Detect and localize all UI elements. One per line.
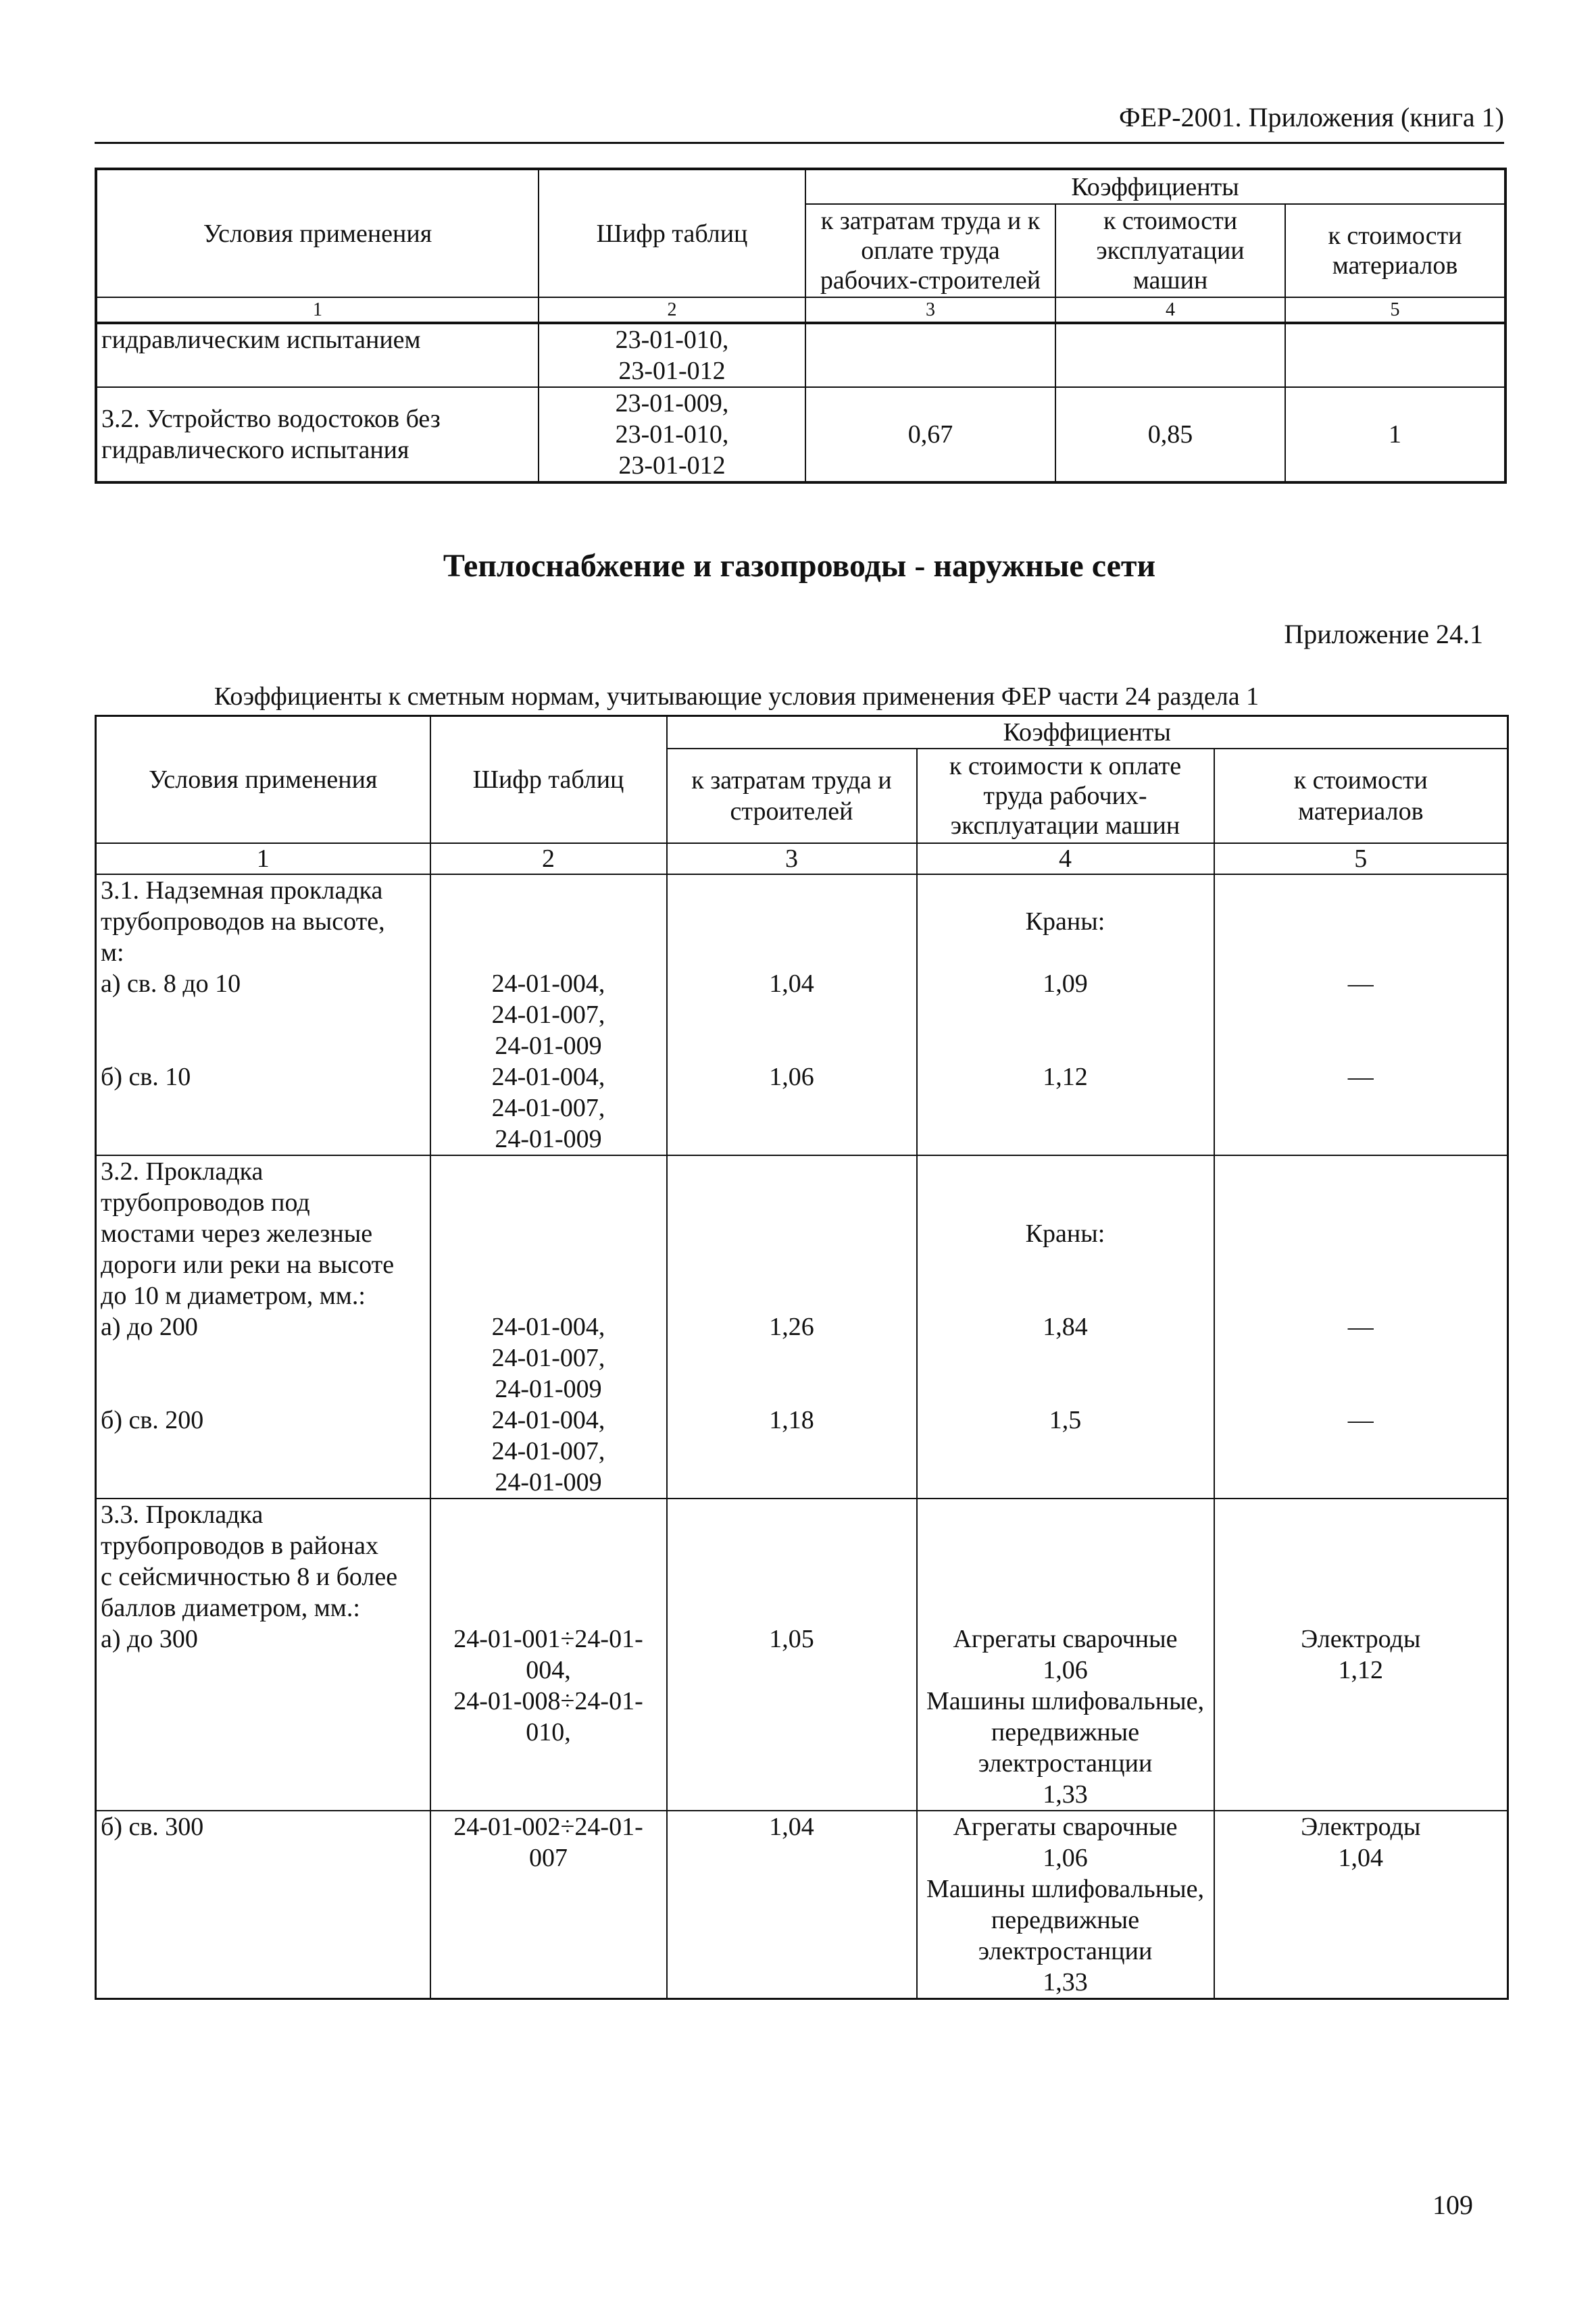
t2-labor-cell xyxy=(667,1811,917,1999)
t2-materials-cell xyxy=(1214,1499,1508,1811)
t2-machines xyxy=(922,1187,1210,1218)
t2-code xyxy=(435,1530,662,1561)
t2-labor-cell xyxy=(667,874,917,1155)
t1-code: 23-01-009, xyxy=(615,389,729,418)
t1-col-number: 2 xyxy=(539,297,805,323)
t2-condition: а) до 300 xyxy=(101,1625,198,1653)
t1-header-labor: к затратам труда и к оплате труда рабочих-строителей xyxy=(805,204,1055,297)
t2-labor xyxy=(672,1936,912,1967)
t1-header-materials: к стоимости материалов xyxy=(1285,204,1505,297)
t2-condition xyxy=(101,1967,426,1998)
t2-condition: баллов диаметром, мм.: xyxy=(101,1594,360,1622)
t2-machines xyxy=(922,1092,1210,1124)
t2-machines-cell xyxy=(917,874,1214,1155)
t2-machines xyxy=(922,875,1210,906)
t2-machines xyxy=(922,1249,1210,1280)
t1-code: 23-01-010, xyxy=(615,326,729,354)
t2-code xyxy=(435,1561,662,1592)
t2-labor xyxy=(672,1686,912,1717)
t2-code xyxy=(435,1873,662,1905)
table-row xyxy=(96,874,1508,1155)
t2-col-number: 5 xyxy=(1214,843,1508,874)
t2-materials xyxy=(1219,1156,1503,1187)
table-continued xyxy=(95,168,1507,484)
t2-materials xyxy=(1219,1592,1503,1624)
t2-labor xyxy=(672,1967,912,1998)
t2-condition: 3.3. Прокладка xyxy=(101,1501,264,1529)
t2-code xyxy=(435,1156,662,1187)
t2-machines: 1,33 xyxy=(1043,1780,1088,1809)
table-row xyxy=(96,323,1505,387)
t2-condition xyxy=(101,1436,426,1467)
t2-materials xyxy=(1219,1467,1503,1498)
t2-code-cell xyxy=(430,1499,667,1811)
t2-materials xyxy=(1219,1748,1503,1779)
t2-labor xyxy=(672,937,912,968)
t2-labor xyxy=(672,1249,912,1280)
t2-col-number: 1 xyxy=(96,843,430,874)
t2-labor xyxy=(672,1748,912,1779)
t2-materials xyxy=(1219,1436,1503,1467)
t2-code: 24-01-004, xyxy=(491,1313,605,1341)
t2-materials xyxy=(1219,1124,1503,1155)
t2-materials xyxy=(1219,875,1503,906)
t2-labor xyxy=(672,999,912,1030)
t2-machines xyxy=(922,999,1210,1030)
t2-code: 24-01-001÷24-01- xyxy=(453,1625,643,1653)
t2-labor xyxy=(672,1030,912,1061)
t2-machines: Краны: xyxy=(1025,907,1105,936)
t2-code xyxy=(435,1748,662,1779)
t2-code: 24-01-009 xyxy=(495,1375,602,1403)
t2-header-code: Шифр таблиц xyxy=(430,716,667,844)
t2-labor xyxy=(672,1905,912,1936)
t2-machines: 1,5 xyxy=(1049,1406,1082,1434)
t2-condition xyxy=(101,1374,426,1405)
t2-labor xyxy=(672,1436,912,1467)
t2-condition-cell xyxy=(96,1499,430,1811)
t2-materials xyxy=(1219,1905,1503,1936)
t2-header-materials: к стоимости материалов xyxy=(1214,749,1508,843)
t2-materials: — xyxy=(1347,970,1374,998)
t2-labor xyxy=(672,906,912,937)
t2-materials xyxy=(1219,1779,1503,1810)
t2-machines: 1,12 xyxy=(1043,1063,1088,1091)
t2-code xyxy=(435,1936,662,1967)
t2-machines xyxy=(922,1561,1210,1592)
t2-machines: передвижные xyxy=(991,1906,1140,1934)
t2-condition xyxy=(101,1030,426,1061)
t2-labor-cell xyxy=(667,1155,917,1499)
t2-code xyxy=(435,1499,662,1530)
t2-code-cell xyxy=(430,1155,667,1499)
t2-condition xyxy=(101,1467,426,1498)
t2-code xyxy=(435,1592,662,1624)
t2-materials xyxy=(1219,1499,1503,1530)
t2-col-number: 4 xyxy=(917,843,1214,874)
t2-machines: Краны: xyxy=(1025,1219,1105,1248)
table-row xyxy=(96,1811,1508,1999)
t2-machines xyxy=(922,937,1210,968)
t2-machines-cell xyxy=(917,1499,1214,1811)
t2-header-coefficients: Коэффициенты xyxy=(667,716,1508,749)
running-header: ФЕР-2001. Приложения (книга 1) xyxy=(1119,102,1504,132)
t2-materials xyxy=(1219,906,1503,937)
table-row xyxy=(96,1499,1508,1811)
t2-machines: 1,06 xyxy=(1043,1656,1088,1684)
t1-header-machines: к стоимости эксплуатации машин xyxy=(1055,204,1285,297)
t2-materials-cell xyxy=(1214,874,1508,1155)
t2-header-machines: к стоимости к оплате труда рабочих-эксплуатации машин xyxy=(917,749,1214,843)
t2-machines: 1,84 xyxy=(1043,1313,1088,1341)
t2-materials xyxy=(1219,1280,1503,1311)
t2-condition-cell xyxy=(96,1155,430,1499)
t2-labor-cell xyxy=(667,1499,917,1811)
t2-condition: а) св. 8 до 10 xyxy=(101,970,241,998)
t2-code xyxy=(435,1967,662,1998)
t2-materials xyxy=(1219,1187,1503,1218)
t2-condition: трубопроводов в районах xyxy=(101,1532,378,1560)
t2-machines xyxy=(922,1436,1210,1467)
t2-materials xyxy=(1219,1936,1503,1967)
t2-machines xyxy=(922,1499,1210,1530)
t2-condition xyxy=(101,1124,426,1155)
t2-labor xyxy=(672,1842,912,1873)
t2-materials xyxy=(1219,1873,1503,1905)
t2-labor: 1,04 xyxy=(769,970,814,998)
t2-condition: б) св. 300 xyxy=(101,1813,204,1841)
t2-labor: 1,04 xyxy=(769,1813,814,1841)
t2-code xyxy=(435,1280,662,1311)
t2-machines-cell xyxy=(917,1811,1214,1999)
t2-code xyxy=(435,1218,662,1249)
t1-labor xyxy=(805,323,1055,387)
t2-materials xyxy=(1219,937,1503,968)
t2-machines: Машины шлифовальные, xyxy=(926,1875,1204,1903)
t2-code xyxy=(435,906,662,937)
t2-condition xyxy=(101,1842,426,1873)
t2-code: 24-01-004, xyxy=(491,1406,605,1434)
t2-machines xyxy=(922,1467,1210,1498)
t2-code: 24-01-009 xyxy=(495,1468,602,1496)
t2-machines: Машины шлифовальные, xyxy=(926,1687,1204,1715)
t2-code: 007 xyxy=(529,1844,568,1872)
t2-machines: электростанции xyxy=(978,1937,1153,1965)
t1-header-conditions: Условия применения xyxy=(96,169,539,297)
t2-materials: 1,04 xyxy=(1338,1844,1383,1872)
t2-code: 24-01-002÷24-01- xyxy=(453,1813,643,1841)
t2-machines xyxy=(922,1374,1210,1405)
t2-materials xyxy=(1219,1030,1503,1061)
t2-code: 24-01-009 xyxy=(495,1125,602,1153)
t1-machines xyxy=(1055,323,1285,387)
t2-code: 24-01-007, xyxy=(491,1437,605,1465)
t2-labor: 1,05 xyxy=(769,1625,814,1653)
t2-labor xyxy=(672,1124,912,1155)
t2-code xyxy=(435,875,662,906)
t2-materials xyxy=(1219,1967,1503,1998)
t2-code xyxy=(435,1905,662,1936)
t2-condition: 3.1. Надземная прокладка xyxy=(101,876,383,905)
t2-condition-cell xyxy=(96,874,430,1155)
t2-condition: с сейсмичностью 8 и более xyxy=(101,1563,398,1591)
t2-condition: а) до 200 xyxy=(101,1313,198,1341)
t2-code xyxy=(435,1249,662,1280)
t1-materials: 1 xyxy=(1285,387,1505,482)
t2-condition: м: xyxy=(101,938,124,967)
t2-materials xyxy=(1219,999,1503,1030)
t2-labor xyxy=(672,1092,912,1124)
t2-code: 24-01-004, xyxy=(491,970,605,998)
t2-machines xyxy=(922,1156,1210,1187)
t2-materials: — xyxy=(1347,1406,1374,1434)
t2-condition xyxy=(101,1717,426,1748)
t2-labor xyxy=(672,1187,912,1218)
t2-materials: Электроды xyxy=(1301,1625,1421,1653)
t2-labor xyxy=(672,1499,912,1530)
t2-machines: 1,06 xyxy=(1043,1844,1088,1872)
t2-machines-cell xyxy=(917,1155,1214,1499)
t2-materials-cell xyxy=(1214,1811,1508,1999)
t2-condition xyxy=(101,1779,426,1810)
t1-col-number: 3 xyxy=(805,297,1055,323)
t1-col-number: 5 xyxy=(1285,297,1505,323)
t2-machines xyxy=(922,1530,1210,1561)
t1-col-number: 4 xyxy=(1055,297,1285,323)
t2-labor xyxy=(672,1873,912,1905)
t1-code-cell xyxy=(539,323,805,387)
header-rule xyxy=(95,142,1504,144)
t2-materials: 1,12 xyxy=(1338,1656,1383,1684)
t2-code xyxy=(435,937,662,968)
coefficients-table xyxy=(95,715,1509,2000)
t2-labor xyxy=(672,1342,912,1374)
table-row xyxy=(96,387,1505,482)
table-caption: Коэффициенты к сметным нормам, учитывающие условия применения ФЕР части 24 раздела 1 xyxy=(214,682,1260,711)
t2-materials xyxy=(1219,1686,1503,1717)
t2-machines xyxy=(922,1592,1210,1624)
t1-code-cell xyxy=(539,387,805,482)
t2-materials xyxy=(1219,1374,1503,1405)
t1-header-code: Шифр таблиц xyxy=(539,169,805,297)
t2-code: 24-01-009 xyxy=(495,1032,602,1060)
t2-condition: дороги или реки на высоте xyxy=(101,1251,395,1279)
t2-condition xyxy=(101,1905,426,1936)
t2-materials xyxy=(1219,1342,1503,1374)
t2-condition: до 10 м диаметром, мм.: xyxy=(101,1282,366,1310)
t2-machines xyxy=(922,1280,1210,1311)
t2-code xyxy=(435,1779,662,1810)
t2-labor xyxy=(672,1218,912,1249)
t2-code: 24-01-007, xyxy=(491,1094,605,1122)
t2-col-number: 2 xyxy=(430,843,667,874)
t2-code: 010, xyxy=(526,1718,571,1746)
t2-code xyxy=(435,1187,662,1218)
t2-materials xyxy=(1219,1092,1503,1124)
t2-condition-cell xyxy=(96,1811,430,1999)
t1-col-number: 1 xyxy=(96,297,539,323)
t2-condition xyxy=(101,1748,426,1779)
t2-condition: б) св. 10 xyxy=(101,1063,191,1091)
t2-materials: — xyxy=(1347,1313,1374,1341)
t2-condition xyxy=(101,999,426,1030)
section-title: Теплоснабжение и газопроводы - наружные сети xyxy=(443,548,1156,584)
t2-header-labor: к затратам труда и строителей xyxy=(667,749,917,843)
t1-code: 23-01-010, xyxy=(615,420,729,449)
t2-labor xyxy=(672,1156,912,1187)
t1-machines: 0,85 xyxy=(1055,387,1285,482)
t2-code: 24-01-007, xyxy=(491,1344,605,1372)
t2-materials: — xyxy=(1347,1063,1374,1091)
page-number: 109 xyxy=(1432,2190,1473,2220)
t2-condition xyxy=(101,1936,426,1967)
t2-labor xyxy=(672,1655,912,1686)
table-row xyxy=(96,1155,1508,1499)
t2-machines xyxy=(922,1342,1210,1374)
t2-labor: 1,06 xyxy=(769,1063,814,1091)
t2-code: 24-01-007, xyxy=(491,1001,605,1029)
t2-condition xyxy=(101,1873,426,1905)
t2-machines xyxy=(922,1124,1210,1155)
t2-condition: 3.2. Прокладка xyxy=(101,1157,264,1186)
t2-labor xyxy=(672,1779,912,1810)
t2-labor xyxy=(672,1374,912,1405)
t2-labor xyxy=(672,1280,912,1311)
t2-machines: 1,09 xyxy=(1043,970,1088,998)
t1-header-coefficients: Коэффициенты xyxy=(805,169,1505,204)
appendix-label: Приложение 24.1 xyxy=(1284,619,1483,649)
t2-labor xyxy=(672,1467,912,1498)
t2-condition xyxy=(101,1686,426,1717)
t2-machines: 1,33 xyxy=(1043,1968,1088,1996)
t2-machines: Агрегаты сварочные xyxy=(953,1625,1178,1653)
t2-condition xyxy=(101,1092,426,1124)
t2-labor: 1,18 xyxy=(769,1406,814,1434)
t2-labor: 1,26 xyxy=(769,1313,814,1341)
t2-labor xyxy=(672,1530,912,1561)
t2-materials xyxy=(1219,1218,1503,1249)
t2-machines: Агрегаты сварочные xyxy=(953,1813,1178,1841)
t2-labor xyxy=(672,1561,912,1592)
t2-labor xyxy=(672,1717,912,1748)
t1-materials xyxy=(1285,323,1505,387)
t2-machines xyxy=(922,1030,1210,1061)
t1-condition: 3.2. Устройство водостоков без гидравлического испытания xyxy=(96,387,539,482)
t2-materials xyxy=(1219,1530,1503,1561)
t2-condition: мостами через железные xyxy=(101,1219,373,1248)
t1-condition: гидравлическим испытанием xyxy=(96,323,539,387)
t1-code: 23-01-012 xyxy=(618,357,726,385)
t2-labor xyxy=(672,1592,912,1624)
t2-materials xyxy=(1219,1249,1503,1280)
t2-materials xyxy=(1219,1561,1503,1592)
t2-materials xyxy=(1219,1717,1503,1748)
t2-materials-cell xyxy=(1214,1155,1508,1499)
t2-code-cell xyxy=(430,874,667,1155)
t2-condition xyxy=(101,1342,426,1374)
t2-condition: трубопроводов под xyxy=(101,1188,310,1217)
t1-code: 23-01-012 xyxy=(618,451,726,480)
t2-code: 24-01-004, xyxy=(491,1063,605,1091)
t2-materials: Электроды xyxy=(1301,1813,1421,1841)
t2-col-number: 3 xyxy=(667,843,917,874)
t2-machines: электростанции xyxy=(978,1749,1153,1778)
t2-condition: трубопроводов на высоте, xyxy=(101,907,385,936)
t2-condition xyxy=(101,1655,426,1686)
t1-labor: 0,67 xyxy=(805,387,1055,482)
t2-code: 24-01-008÷24-01- xyxy=(453,1687,643,1715)
t2-header-conditions: Условия применения xyxy=(96,716,430,844)
t2-condition: б) св. 200 xyxy=(101,1406,204,1434)
t2-machines: передвижные xyxy=(991,1718,1140,1746)
t2-code-cell xyxy=(430,1811,667,1999)
t2-code: 004, xyxy=(526,1656,571,1684)
t2-labor xyxy=(672,875,912,906)
